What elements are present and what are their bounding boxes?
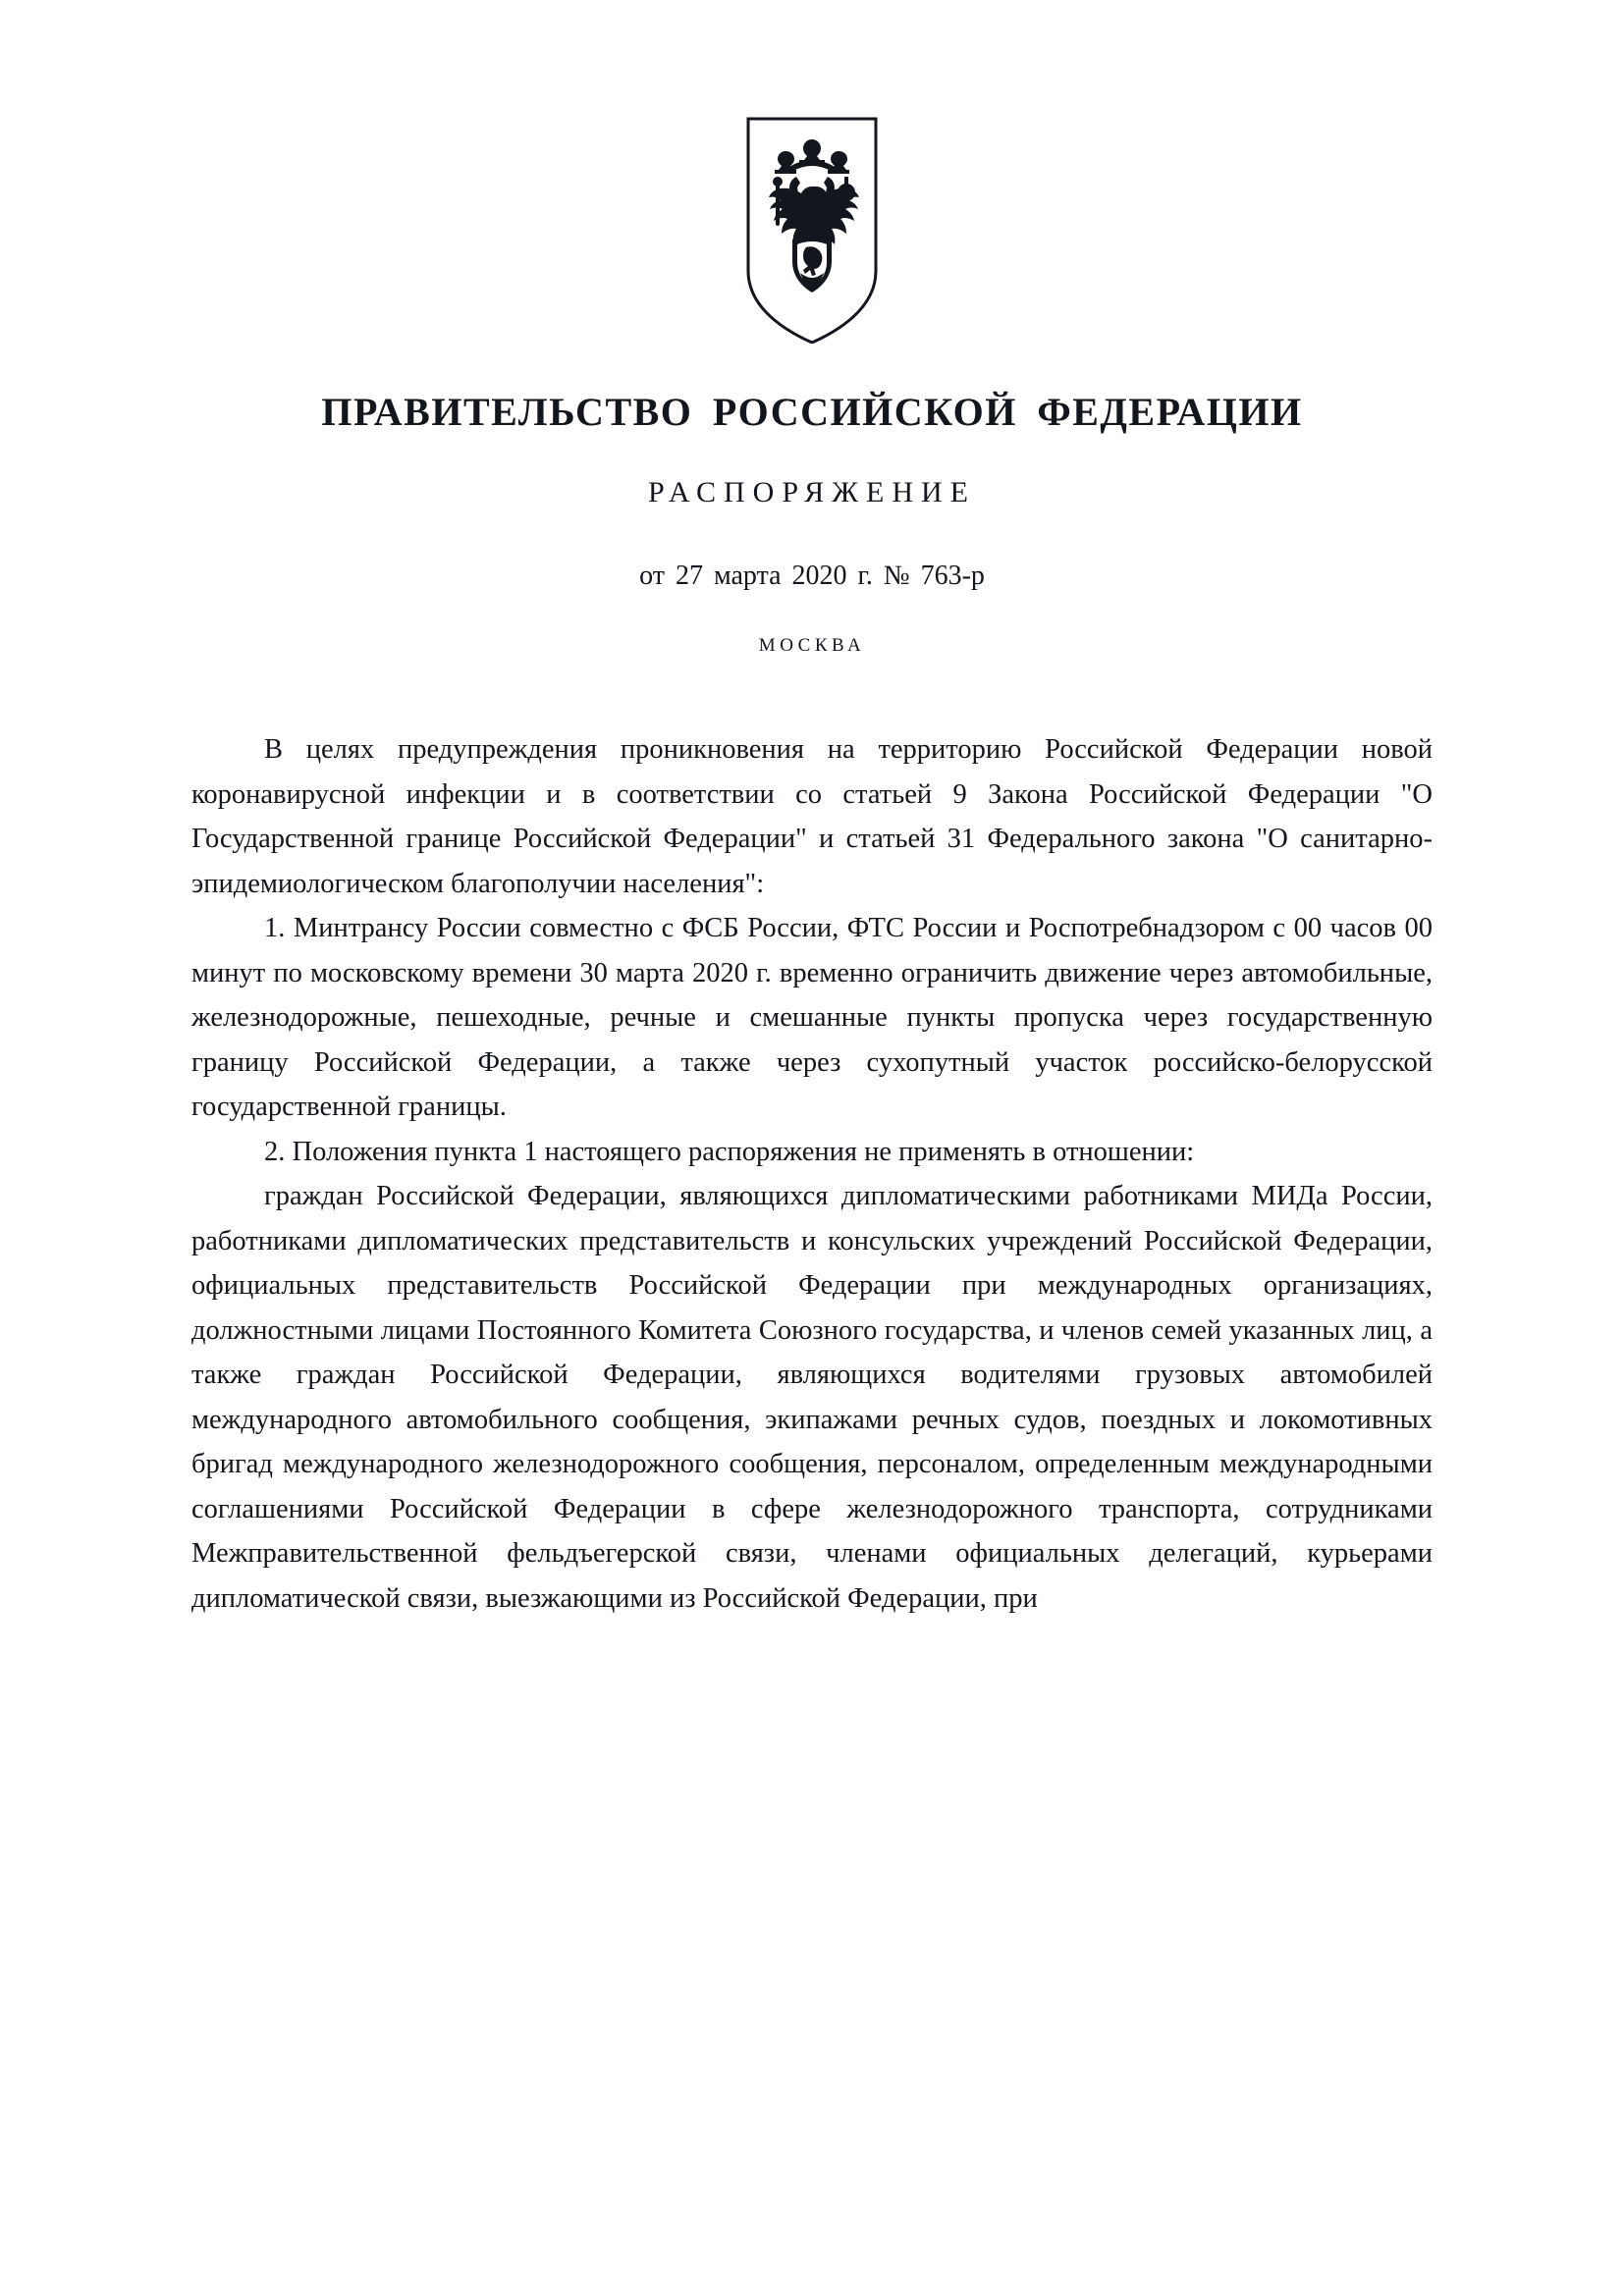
paragraph-item-2: 2. Положения пункта 1 настоящего распоряжения не применять в отношении: [264, 1136, 1195, 1167]
paragraph-preamble: В целях предупреждения проникновения на территорию Российской Федерации новой коронавирусной инфекции и в соответствии со статьей 9 Закона Российской Федерации "О Государственной границе Российской Федерации" и статьей 31 Федерального закона "О санитарно-эпидемиологическом благополучии населения": [191, 734, 1433, 899]
document-city: МОСКВА [758, 635, 866, 656]
document-body [191, 727, 1433, 1621]
heading-government: ПРАВИТЕЛЬСТВО РОССИЙСКОЙ ФЕДЕРАЦИИ [321, 390, 1303, 434]
emblem-container [191, 0, 1433, 344]
russian-coat-of-arms-icon [745, 116, 879, 344]
document-number-line: от 27 марта 2020 г. № 763-р [639, 561, 985, 591]
paragraph-item-2-list: граждан Российской Федерации, являющихся дипломатическими работниками МИДа России, работниками дипломатических представительств и консульских учреждений Российской Федерации, официальных представительств Российской Федерации при международных организациях, должностными лицами Постоянного Комитета Союзного государства, и членов семей указанных лиц, а также граждан Российской Федерации, являющихся водителями грузовых автомобилей международного автомобильного сообщения, экипажами речных судов, поездных и локомотивных бригад международного железнодорожного сообщения, персоналом, определенным международными соглашениями Российской Федерации в сфере железнодорожного транспорта, сотрудниками Межправительственной фельдъегерской связи, членами официальных делегаций, курьерами дипломатической связи, выезжающими из Российской Федерации, при [191, 1181, 1433, 1614]
paragraph-item-1: 1. Минтрансу России совместно с ФСБ России, ФТС России и Роспотребнадзором с 00 часов 00 минут по московскому времени 30 марта 2020 г. временно ограничить движение через автомобильные, железнодорожные, пешеходные, речные и смешанные пункты пропуска через государственную границу Российской Федерации, а также через сухопутный участок российско-белорусской государственной границы. [191, 913, 1433, 1122]
heading-document-type: РАСПОРЯЖЕНИЕ [647, 476, 977, 508]
